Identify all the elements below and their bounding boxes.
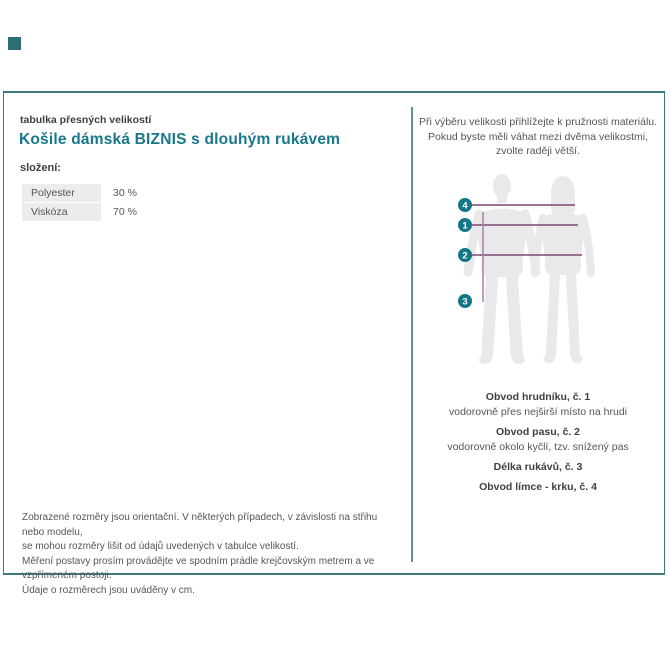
advice-line: Pokud byste měli váhat mezi dvěma velikostmi, [427,130,648,143]
material-cell: Polyester [22,184,101,202]
page-title: Košile dámská BIZNIS s dlouhým rukávem [19,131,341,148]
disclaimer-line: Údaje o rozměrech jsou uváděny v cm. [22,584,195,596]
table-kicker-label: tabulka přesných velikostí [20,114,152,126]
measurement-title: Obvod hrudníku, č. 1 [485,391,591,403]
advice-line: zvolte raději větší. [495,145,581,157]
disclaimer-text [22,511,402,598]
front-silhouette-figure [468,174,536,364]
diagram-markers [458,198,472,308]
table-row [22,203,137,221]
measurement-legend [411,391,665,494]
composition-table [22,184,137,222]
marker-number: 1 [462,220,468,232]
measurement-title: Délka rukávů, č. 3 [493,461,583,473]
composition-heading: složení: [20,162,61,174]
marker-number: 2 [462,250,468,262]
body-measurement-diagram [410,160,666,378]
sizing-advice-text [411,115,665,159]
disclaimer-line: se mohou rozměry lišit od údajů uvedených v tabulce velikostí. [22,541,299,552]
measurement-desc: vodorovně okolo kyčlí, tzv. snížený pas [447,441,629,453]
side-silhouette-figure [535,176,591,363]
percent-cell: 30 % [113,187,137,199]
percent-cell: 70 % [113,206,137,218]
disclaimer-line: Měření postavy prosím provádějte ve spodním prádle krejčovským metrem a ve vzpřímeném postoji. [22,555,375,581]
measurement-desc: vodorovně přes nejširší místo na hrudi [448,406,627,418]
measurement-title: Obvod límce - krku, č. 4 [479,481,597,493]
material-cell: Viskóza [22,203,101,221]
marker-number: 4 [462,200,468,212]
measurement-title: Obvod pasu, č. 2 [495,426,581,438]
table-row [22,184,137,202]
brand-corner-square [8,37,21,50]
marker-number: 3 [462,296,468,308]
disclaimer-line: Zobrazené rozměry jsou orientační. V některých případech, v závislosti na střihu nebo modelu, [22,512,378,538]
advice-line: Při výběru velikosti přihlížejte k pružnosti materiálu. [418,116,658,128]
